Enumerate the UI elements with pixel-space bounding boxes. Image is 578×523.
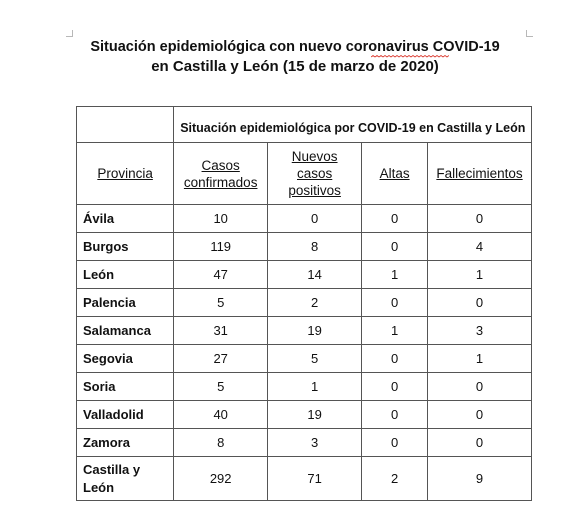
- cell-fallecimientos: 0: [428, 429, 532, 457]
- cell-altas: 0: [362, 429, 428, 457]
- cell-fallecimientos: 0: [428, 401, 532, 429]
- header-provincia: Provincia: [77, 143, 174, 205]
- covid-table: [76, 106, 532, 501]
- cell-provincia: Soria: [77, 373, 174, 401]
- cell-provincia: Zamora: [77, 429, 174, 457]
- header-casos-confirmados: Casos confirmados: [174, 143, 268, 205]
- cell-nuevos: 1: [268, 373, 362, 401]
- cell-fallecimientos: 0: [428, 289, 532, 317]
- cell-fallecimientos: 0: [428, 373, 532, 401]
- cell-provincia: Burgos: [77, 233, 174, 261]
- cell-nuevos: 19: [268, 317, 362, 345]
- cell-casos-total: 292: [174, 457, 268, 501]
- cell-casos: 27: [174, 345, 268, 373]
- cell-nuevos: 19: [268, 401, 362, 429]
- cell-altas: 0: [362, 289, 428, 317]
- cell-casos: 47: [174, 261, 268, 289]
- cell-nuevos: 5: [268, 345, 362, 373]
- page-corner-mark-right: [526, 30, 533, 37]
- cell-fallecimientos: 1: [428, 261, 532, 289]
- cell-provincia: Palencia: [77, 289, 174, 317]
- table-row: [77, 317, 532, 345]
- cell-provincia: Valladolid: [77, 401, 174, 429]
- header-nuevos-casos: Nuevos casos positivos: [268, 143, 362, 205]
- page-corner-mark-left: [66, 30, 73, 37]
- cell-provincia: Ávila: [77, 205, 174, 233]
- cell-nuevos: 2: [268, 289, 362, 317]
- cell-fallecimientos-total: 9: [428, 457, 532, 501]
- cell-nuevos: 8: [268, 233, 362, 261]
- table-row: [77, 373, 532, 401]
- table-row: [77, 233, 532, 261]
- cell-altas: 0: [362, 233, 428, 261]
- table-header-row: [77, 143, 532, 205]
- cell-altas: 1: [362, 317, 428, 345]
- cell-casos: 31: [174, 317, 268, 345]
- cell-casos: 40: [174, 401, 268, 429]
- table-row: [77, 289, 532, 317]
- cell-fallecimientos: 1: [428, 345, 532, 373]
- cell-casos: 8: [174, 429, 268, 457]
- empty-corner-cell: [77, 107, 174, 143]
- table-row: [77, 429, 532, 457]
- cell-casos: 119: [174, 233, 268, 261]
- cell-provincia: Segovia: [77, 345, 174, 373]
- cell-altas: 0: [362, 345, 428, 373]
- spellcheck-underline: [371, 55, 449, 58]
- cell-altas: 0: [362, 205, 428, 233]
- title-line-1: Situación epidemiológica con nuevo coronavirus COVID-19: [90, 39, 500, 55]
- cell-casos: 5: [174, 289, 268, 317]
- cell-casos: 5: [174, 373, 268, 401]
- cell-altas: 0: [362, 373, 428, 401]
- cell-casos: 10: [174, 205, 268, 233]
- group-header-cell: Situación epidemiológica por COVID-19 en Castilla y León: [174, 107, 532, 143]
- cell-provincia: León: [77, 261, 174, 289]
- cell-provincia-total: Castilla y León: [77, 457, 174, 501]
- cell-altas: 1: [362, 261, 428, 289]
- table-total-row: [77, 457, 532, 501]
- cell-nuevos: 3: [268, 429, 362, 457]
- table-row: [77, 205, 532, 233]
- document-title: [60, 38, 530, 76]
- table-row: [77, 345, 532, 373]
- table-row: [77, 401, 532, 429]
- cell-altas: 0: [362, 401, 428, 429]
- header-fallecimientos: Fallecimientos: [428, 143, 532, 205]
- cell-altas-total: 2: [362, 457, 428, 501]
- cell-fallecimientos: 3: [428, 317, 532, 345]
- cell-fallecimientos: 0: [428, 205, 532, 233]
- table-row: [77, 261, 532, 289]
- cell-provincia: Salamanca: [77, 317, 174, 345]
- cell-nuevos: 0: [268, 205, 362, 233]
- cell-nuevos-total: 71: [268, 457, 362, 501]
- cell-fallecimientos: 4: [428, 233, 532, 261]
- title-line-2: en Castilla y León (15 de marzo de 2020): [151, 58, 439, 75]
- table-group-header-row: [77, 107, 532, 143]
- header-altas: Altas: [362, 143, 428, 205]
- cell-nuevos: 14: [268, 261, 362, 289]
